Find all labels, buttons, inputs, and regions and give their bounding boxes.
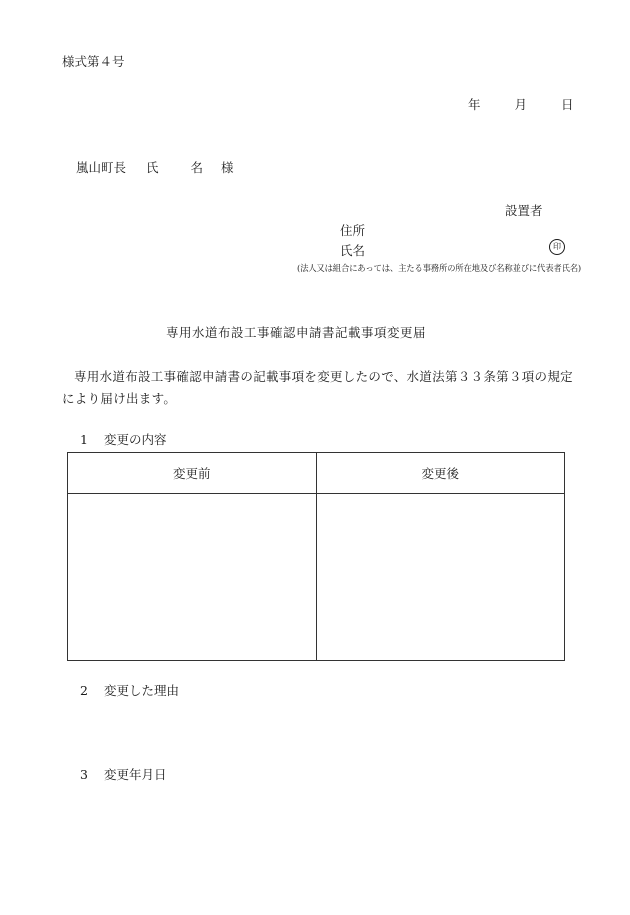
date-month-label: 月: [514, 97, 528, 112]
section-3-heading: [80, 765, 167, 783]
section-3-number: 3: [80, 767, 88, 782]
date-line: [468, 95, 574, 113]
applicant-address-label: 住所: [340, 223, 366, 238]
after-value: [316, 494, 565, 661]
applicant-note: (法人又は組合にあっては、主たる事務所の所在地及び名称並びに代表者氏名): [297, 263, 581, 273]
date-day-label: 日: [561, 97, 574, 112]
addressee-name-left: 氏: [146, 160, 159, 175]
addressee-name-right: 名: [190, 160, 204, 175]
change-table: [67, 452, 565, 661]
applicant-name-label: 氏名: [340, 243, 366, 258]
applicant-role: 設置者: [505, 203, 543, 218]
after-header: 変更後: [316, 453, 565, 494]
section-1-number: 1: [80, 432, 88, 447]
section-2-number: 2: [80, 683, 88, 698]
document-title: 専用水道布設工事確認申請書記載事項変更届: [166, 325, 427, 340]
section-3-label: 変更年月日: [104, 767, 167, 782]
form-number: 様式第４号: [62, 54, 125, 69]
before-header: 変更前: [68, 453, 317, 494]
before-value: [68, 494, 317, 661]
addressee-office: 嵐山町長: [76, 160, 127, 175]
section-1-label: 変更の内容: [104, 432, 167, 447]
seal-mark: 印: [549, 239, 565, 255]
date-year-label: 年: [468, 97, 481, 112]
body-text: 専用水道布設工事確認申請書の記載事項を変更したので、水道法第３３条第３項の規定により届け出ます。: [62, 369, 573, 406]
section-1-heading: [80, 430, 167, 448]
section-2-heading: [80, 681, 179, 699]
addressee: [76, 158, 234, 176]
section-2-label: 変更した理由: [104, 683, 180, 698]
addressee-honorific: 様: [221, 160, 234, 175]
